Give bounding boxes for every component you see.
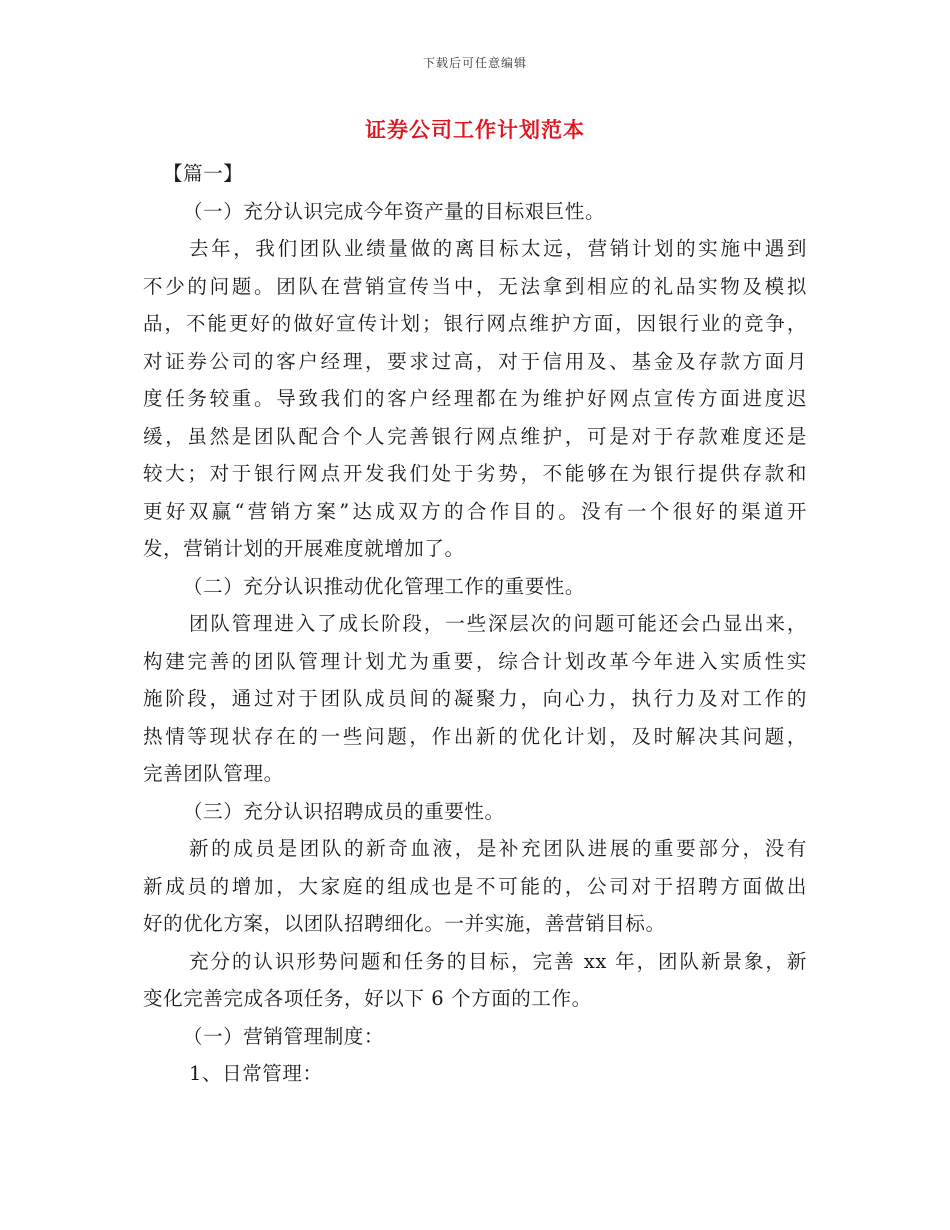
text-line: 不少的问题。团队在营销宣传当中，无法拿到相应的礼品实物及模拟 [143,274,807,298]
text-line: 发，营销计划的开展难度就增加了。 [143,537,465,560]
text-line: 新的成员是团队的新奇血液，是补充团队进展的重要部分，没有 [189,837,807,860]
text-line: （三）充分认识招聘成员的重要性。 [183,799,505,823]
text-line: 缓，虽然是团队配合个人完善银行网点维护，可是对于存款难度还是 [143,424,807,448]
document-title: 证券公司工作计划范本 [365,117,585,142]
page-header: 下载后可任意编辑 [422,56,527,70]
text-line: 对证券公司的客户经理，要求过高，对于信用及、基金及存款方面月 [143,349,807,373]
text-line: 较大；对于银行网点开发我们处于劣势，不能够在为银行提供存款和 [143,462,807,485]
text-line: 度任务较重。导致我们的客户经理都在为维护好网点宣传方面进度迟 [143,387,807,410]
text-line: （二）充分认识推动优化管理工作的重要性。 [183,574,586,598]
text-line: 1、日常管理： [189,1062,323,1085]
text-line: 新成员的增加，大家庭的组成也是不可能的，公司对于招聘方面做出 [143,874,807,898]
text-line: （一）充分认识完成今年资产量的目标艰巨性。 [183,199,606,223]
text-line: 更好双赢“营销方案”达成双方的合作目的。没有一个很好的渠道开 [143,499,807,523]
text-line: 热情等现状存在的一些问题，作出新的优化计划，及时解决其问题， [143,724,807,748]
text-line: 施阶段，通过对于团队成员间的凝聚力，向心力，执行力及对工作的 [143,687,807,710]
text-line: 变化完善完成各项任务，好以下 6 个方面的工作。 [143,987,592,1010]
text-line: 团队管理进入了成长阶段，一些深层次的问题可能还会凸显出来， [189,612,807,635]
document-body [143,155,807,1093]
text-line: 品，不能更好的做好宣传计划；银行网点维护方面，因银行业的竞争， [143,312,807,335]
text-line: 完善团队管理。 [143,762,284,785]
text-line: 构建完善的团队管理计划尤为重要，综合计划改革今年进入实质性实 [143,649,807,673]
text-line: 【篇一】 [163,162,244,185]
text-line: 充分的认识形势问题和任务的目标，完善 xx 年，团队新景象，新 [189,949,807,973]
text-line: 去年，我们团队业绩量做的离目标太远，营销计划的实施中遇到 [189,237,807,260]
text-line: 好的优化方案，以团队招聘细化。一并实施，善营销目标。 [143,912,666,935]
text-line: （一）营销管理制度： [183,1024,385,1048]
